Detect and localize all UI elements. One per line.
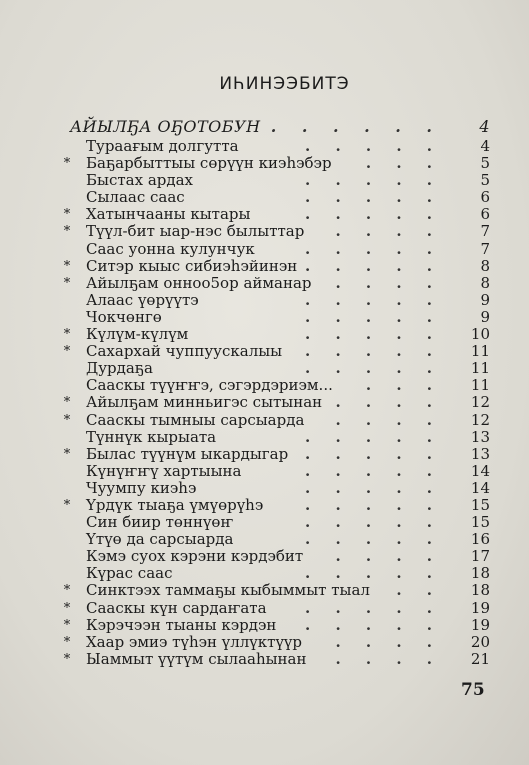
star-marker: * xyxy=(63,327,71,343)
toc-entry-page: 20 xyxy=(470,632,490,651)
leader-dots: . . . xyxy=(365,376,442,395)
leader-dots: . . . . xyxy=(335,222,442,241)
table-of-contents xyxy=(60,116,490,668)
toc-entry-page: 15 xyxy=(470,513,490,532)
toc-entry-page: 21 xyxy=(470,649,490,668)
star-marker: * xyxy=(63,156,71,172)
toc-entry xyxy=(60,172,490,189)
toc-entry-page: 16 xyxy=(470,530,490,549)
star-marker: * xyxy=(63,224,71,240)
toc-entry-title: Синктээх таммаҕы кыбыммыт тыал xyxy=(86,581,370,600)
leader-dots: . . . . . xyxy=(305,495,442,514)
leader-dots: . . . . . xyxy=(305,513,442,532)
toc-entry xyxy=(60,360,490,377)
toc-entry-page: 8 xyxy=(480,273,490,292)
toc-entry-title: Түүл-бит ыар-нэс былыттар xyxy=(86,222,305,241)
toc-entry-page: 9 xyxy=(480,307,490,326)
toc-entry xyxy=(60,429,490,446)
toc-entry-title: Былас түүнүм ыкардыгар xyxy=(86,444,289,463)
leader-dots: . . . . . xyxy=(305,256,442,275)
leader-dots: . . . . . xyxy=(305,342,442,361)
toc-entry xyxy=(60,497,490,514)
star-marker: * xyxy=(63,275,71,291)
star-marker: * xyxy=(63,651,71,667)
star-marker: * xyxy=(63,446,71,462)
leader-dots: . . xyxy=(396,581,442,600)
section-page-number: 4 xyxy=(479,117,490,136)
leader-dots: . . . . . xyxy=(305,598,442,617)
toc-entry xyxy=(60,582,490,599)
toc-entry-title: Кэрэчээн тыаны кэрдэн xyxy=(86,615,277,634)
leader-dots: . . . . . xyxy=(305,239,442,258)
toc-entry-title: Сааскы түүҥҥэ, сэгэрдэриэм... xyxy=(86,376,333,395)
star-marker: * xyxy=(63,207,71,223)
toc-entry-title: Хатынчааны кытары xyxy=(86,205,251,224)
toc-entry-page: 6 xyxy=(480,188,490,207)
leader-dots: . . . . xyxy=(335,632,442,651)
toc-entry xyxy=(60,480,490,497)
toc-entry-page: 17 xyxy=(470,547,490,566)
star-marker: * xyxy=(63,617,71,633)
page-title: ИҺИНЭЭБИТЭ xyxy=(219,74,350,94)
toc-entry xyxy=(60,343,490,360)
toc-entry xyxy=(60,275,490,292)
toc-entry xyxy=(60,463,490,480)
toc-entry-page: 18 xyxy=(470,564,490,583)
leader-dots: . . . . . xyxy=(305,325,442,344)
toc-entry xyxy=(60,189,490,206)
toc-entry-page: 19 xyxy=(470,615,490,634)
toc-entry xyxy=(60,309,490,326)
toc-entry-page: 12 xyxy=(470,393,490,412)
toc-entry-page: 13 xyxy=(470,444,490,463)
toc-entry-title: Күнүҥҥү хартыына xyxy=(86,461,242,480)
toc-entry-title: Түннүк кырыата xyxy=(86,427,217,446)
leader-dots: . . . . . xyxy=(305,205,442,224)
toc-entry-page: 13 xyxy=(470,427,490,446)
toc-entry xyxy=(60,548,490,565)
toc-entry-title: Айылҕам онноо5ор айманар xyxy=(86,273,312,292)
toc-entry-page: 8 xyxy=(480,256,490,275)
star-marker: * xyxy=(63,395,71,411)
toc-entry-title: Сааскы тымныы сарсыарда xyxy=(86,410,305,429)
star-marker: * xyxy=(63,258,71,274)
toc-entry-page: 12 xyxy=(470,410,490,429)
toc-entry xyxy=(60,514,490,531)
leader-dots: . . . . . xyxy=(305,188,442,207)
toc-entry-page: 5 xyxy=(480,171,490,190)
toc-entry-title: Чокчөнгө xyxy=(86,307,162,326)
toc-entry xyxy=(60,600,490,617)
toc-entry-page: 4 xyxy=(480,137,490,155)
toc-entry-title: Баҕарбыттыы сөрүүн киэһэбэр xyxy=(86,154,332,173)
toc-entry xyxy=(60,565,490,582)
star-marker: * xyxy=(63,600,71,616)
toc-entry-page: 11 xyxy=(470,376,490,395)
toc-entry xyxy=(60,446,490,463)
toc-entry xyxy=(60,138,490,155)
toc-entry xyxy=(60,155,490,172)
leader-dots: . . . . xyxy=(335,547,442,566)
toc-entry xyxy=(60,206,490,223)
star-marker: * xyxy=(63,344,71,360)
star-marker: * xyxy=(63,583,71,599)
toc-entry-title: Саас уонна кулунчук xyxy=(86,239,255,258)
leader-dots: . . . . . xyxy=(305,359,442,378)
toc-entry-page: 11 xyxy=(470,342,490,361)
toc-entry xyxy=(60,258,490,275)
leader-dots: . . . . . xyxy=(305,478,442,497)
toc-entry xyxy=(60,634,490,651)
toc-entry-page: 14 xyxy=(470,461,490,480)
leader-dots: . . . . . xyxy=(305,615,442,634)
star-marker: * xyxy=(63,497,71,513)
toc-entry-page: 7 xyxy=(480,239,490,258)
toc-entry-title: Сахархай чуппуускалыы xyxy=(86,342,283,361)
toc-entry-title: Быстах ардах xyxy=(86,171,194,190)
toc-entry-page: 19 xyxy=(470,598,490,617)
toc-entry xyxy=(60,241,490,258)
toc-entry-title: Үрдүк тыаҕа үмүөрүһэ xyxy=(86,495,264,514)
toc-entry xyxy=(60,377,490,394)
toc-entry-page: 10 xyxy=(470,325,490,344)
leader-dots: . . . . . xyxy=(305,427,442,446)
leader-dots: . . . . xyxy=(335,273,442,292)
toc-entry-page: 9 xyxy=(480,290,490,309)
toc-entry-title: Хаар эмиэ түһэн үллүктүүр xyxy=(86,632,302,651)
toc-entry-page: 5 xyxy=(480,154,490,173)
toc-entry xyxy=(60,292,490,309)
star-marker: * xyxy=(63,634,71,650)
toc-entry-title: Сааскы күн сардаҥата xyxy=(86,598,267,617)
toc-entry-page: 15 xyxy=(470,495,490,514)
toc-entry-page: 14 xyxy=(470,478,490,497)
leader-dots: . . . . . xyxy=(305,290,442,309)
leader-dots: . . . . . xyxy=(305,461,442,480)
leader-dots: . . . . xyxy=(335,649,442,668)
toc-entry-title: Ситэр кыыс сибиэһэйинэн xyxy=(86,256,298,275)
toc-entry xyxy=(60,617,490,634)
leader-dots: . . . . . xyxy=(305,171,442,190)
toc-entry-page: 11 xyxy=(470,359,490,378)
toc-entry-title: Алаас үөрүүтэ xyxy=(86,290,199,309)
toc-entry xyxy=(60,326,490,343)
toc-entry-title: Ыаммыт үүтүм сылааһынан xyxy=(86,649,307,668)
toc-entry-title: Чуумпу киэһэ xyxy=(86,478,197,497)
toc-entry-title: Күлүм-күлүм xyxy=(86,325,189,344)
leader-dots: . . . . . xyxy=(305,137,442,155)
toc-entry-title: Сылаас саас xyxy=(86,188,185,207)
toc-entry xyxy=(60,223,490,240)
toc-entry-page: 7 xyxy=(480,222,490,241)
toc-entry xyxy=(60,394,490,411)
toc-entry xyxy=(60,412,490,429)
toc-entry-title: Тураағым долгутта xyxy=(86,137,239,155)
leader-dots: . . . . . xyxy=(305,444,442,463)
leader-dots: . . . . . xyxy=(305,564,442,583)
toc-entry-title: Син биир төннүөҥ xyxy=(86,513,234,532)
leader-dots: . . . . xyxy=(335,410,442,429)
section-title: АЙЫЛҔА ОҔОТОБУН xyxy=(70,117,261,136)
toc-entry-page: 6 xyxy=(480,205,490,224)
toc-entry-title: Күрас саас xyxy=(86,564,173,583)
toc-entry-title: Айылҕам минньигэс сытынан xyxy=(86,393,323,412)
star-marker: * xyxy=(63,412,71,428)
toc-entry-title: Үтүө да сарсыарда xyxy=(86,530,234,549)
leader-dots: . . . . xyxy=(335,393,442,412)
leader-dots: . . . . . xyxy=(305,307,442,326)
toc-entry-title: Кэмэ суох кэрэни кэрдэбит xyxy=(86,547,304,566)
toc-entry-page: 18 xyxy=(470,581,490,600)
toc-entry xyxy=(60,531,490,548)
leader-dots: . . . . . xyxy=(305,530,442,549)
page-number: 75 xyxy=(461,680,485,700)
toc-entry xyxy=(60,651,490,668)
toc-entry-title: Дурдаҕа xyxy=(86,359,153,378)
leader-dots: . . . xyxy=(365,154,442,173)
leader-dots: . . . . . . xyxy=(270,117,442,136)
section-heading xyxy=(60,116,490,138)
